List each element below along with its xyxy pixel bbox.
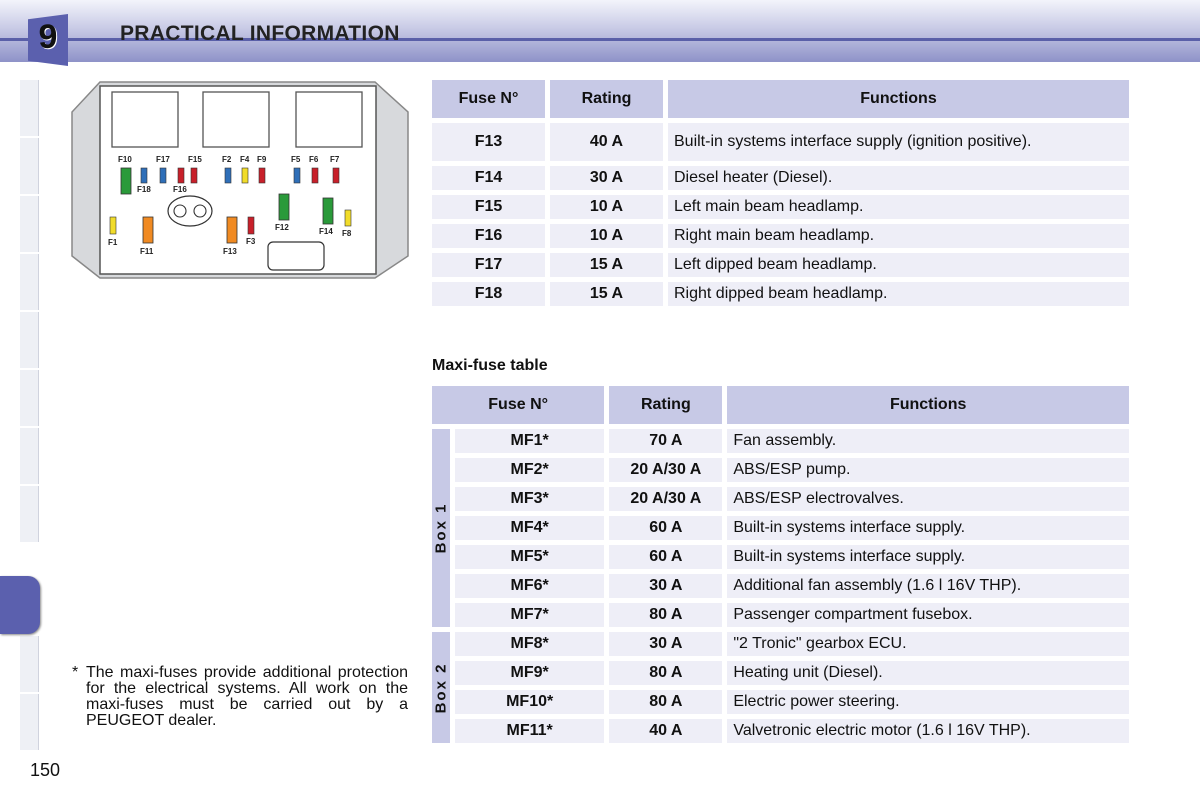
fuse-number: MF6* [455, 574, 604, 598]
rail-segment [20, 370, 39, 426]
table-row [432, 224, 1129, 248]
fuse-f11 [143, 217, 153, 243]
box-label: Box 1 [432, 502, 450, 554]
table-row [432, 661, 1129, 685]
fuse-number: MF5* [455, 545, 604, 569]
fuse-number: MF11* [455, 719, 604, 743]
fuse-number: F14 [432, 166, 545, 190]
fuse-rating: 30 A [609, 574, 722, 598]
fuse-number: MF8* [455, 632, 604, 656]
fuse-function: Left dipped beam headlamp. [668, 253, 1129, 277]
fuse-label: F9 [257, 155, 267, 164]
rail-segment [20, 312, 39, 368]
table-row [432, 719, 1129, 743]
rail-segment [20, 138, 39, 194]
fuse-f16 [178, 168, 184, 183]
col-header-fuse: Fuse N° [432, 386, 604, 424]
rail-segment [20, 254, 39, 310]
fuse-f13 [227, 217, 237, 243]
fuse-number: F17 [432, 253, 545, 277]
fuse-rating: 70 A [609, 429, 722, 453]
fuse-rating: 80 A [609, 661, 722, 685]
chapter-tab-active[interactable] [0, 576, 40, 634]
fuse-label: F15 [188, 155, 202, 164]
fuse-label: F12 [275, 223, 289, 232]
table-row [432, 516, 1129, 540]
maxi-fuse-table [427, 381, 1134, 748]
rail-segment [20, 80, 39, 136]
box-label: Box 2 [432, 662, 450, 713]
fuse-function: "2 Tronic" gearbox ECU. [727, 632, 1129, 656]
fuse-rating: 60 A [609, 516, 722, 540]
fuse-f2 [225, 168, 231, 183]
fuse-label: F1 [108, 238, 118, 247]
fuse-rating: 15 A [550, 253, 663, 277]
table-row [432, 632, 1129, 656]
col-header-functions: Functions [668, 80, 1129, 118]
fuse-function: Built-in systems interface supply. [727, 516, 1129, 540]
table-row [432, 487, 1129, 511]
fuse-f5 [294, 168, 300, 183]
fuse-rating: 30 A [550, 166, 663, 190]
fuse-label: F5 [291, 155, 301, 164]
fuse-function: Built-in systems interface supply (ignition positive). [668, 123, 1129, 161]
fuse-label: F4 [240, 155, 250, 164]
col-header-rating: Rating [609, 386, 722, 424]
fuse-rating: 10 A [550, 195, 663, 219]
table-row [432, 574, 1129, 598]
fuse-f9 [259, 168, 265, 183]
fuse-rating: 30 A [609, 632, 722, 656]
fuse-function: Fan assembly. [727, 429, 1129, 453]
fuse-label: F16 [173, 185, 187, 194]
fuse-f1 [110, 217, 116, 234]
chapter-number: 9 [38, 18, 58, 56]
rail-segment [20, 486, 39, 542]
fuse-label: F8 [342, 229, 352, 238]
fuse-label: F14 [319, 227, 333, 236]
rail-segment [20, 196, 39, 252]
fuse-number: MF1* [455, 429, 604, 453]
rail-segment [20, 636, 39, 692]
box-2-group [432, 632, 450, 743]
fuse-function: ABS/ESP pump. [727, 458, 1129, 482]
fuse-number: MF10* [455, 690, 604, 714]
fuse-number: F16 [432, 224, 545, 248]
maxi-fuse-table-title: Maxi-fuse table [432, 357, 548, 374]
fuse-function: Heating unit (Diesel). [727, 661, 1129, 685]
fuse-rating: 20 A/30 A [609, 458, 722, 482]
rail-segment [20, 428, 39, 484]
fuse-f10 [121, 168, 131, 194]
fuse-function: Additional fan assembly (1.6 l 16V THP). [727, 574, 1129, 598]
table-row [432, 458, 1129, 482]
table-row [432, 253, 1129, 277]
fuse-rating: 40 A [609, 719, 722, 743]
fuse-label: F10 [118, 155, 132, 164]
fuse-rating: 40 A [550, 123, 663, 161]
fuse-rating: 60 A [609, 545, 722, 569]
footnote-text: The maxi-fuses provide additional protection for the electrical systems. All work on the maxi-fuses must be carried out by a PEUGEOT dealer. [86, 664, 408, 729]
table-row [432, 603, 1129, 627]
page-title: PRACTICAL INFORMATION [120, 22, 400, 45]
fuse-puller-slot [268, 242, 324, 270]
col-header-functions: Functions [727, 386, 1129, 424]
fuse-function: Right dipped beam headlamp. [668, 282, 1129, 306]
fuse-label: F17 [156, 155, 170, 164]
fuse-f17 [160, 168, 166, 183]
fuse-number: F15 [432, 195, 545, 219]
table-row [432, 690, 1129, 714]
fuse-rating: 15 A [550, 282, 663, 306]
fuse-rating: 80 A [609, 603, 722, 627]
fuse-label: F13 [223, 247, 237, 256]
fuse-function: ABS/ESP electrovalves. [727, 487, 1129, 511]
footnote [72, 665, 408, 729]
table-row [432, 123, 1129, 161]
table-row [432, 282, 1129, 306]
fuse-f7 [333, 168, 339, 183]
fuse-f3 [248, 217, 254, 234]
fuse-function: Valvetronic electric motor (1.6 l 16V THP). [727, 719, 1129, 743]
fuse-number: MF2* [455, 458, 604, 482]
box-1-group [432, 429, 450, 627]
fuse-function: Diesel heater (Diesel). [668, 166, 1129, 190]
fuse-number: MF7* [455, 603, 604, 627]
fuse-box-diagram [70, 80, 410, 280]
col-header-rating: Rating [550, 80, 663, 118]
fuse-function: Passenger compartment fusebox. [727, 603, 1129, 627]
fuse-function: Built-in systems interface supply. [727, 545, 1129, 569]
table-row [432, 166, 1129, 190]
fuse-f8 [345, 210, 351, 226]
fuse-number: MF3* [455, 487, 604, 511]
fuse-f14 [323, 198, 333, 224]
fuse-f12 [279, 194, 289, 220]
fuse-f18 [141, 168, 147, 183]
page-number: 150 [30, 760, 61, 780]
fuse-number: F13 [432, 123, 545, 161]
fuse-function: Left main beam headlamp. [668, 195, 1129, 219]
col-header-fuse: Fuse N° [432, 80, 545, 118]
fuse-f15 [191, 168, 197, 183]
fuse-rating: 20 A/30 A [609, 487, 722, 511]
fuse-function: Electric power steering. [727, 690, 1129, 714]
fuse-rating: 80 A [609, 690, 722, 714]
table-row [432, 195, 1129, 219]
fuse-label: F6 [309, 155, 319, 164]
fuse-f4 [242, 168, 248, 183]
fuse-number: MF9* [455, 661, 604, 685]
table-row [432, 545, 1129, 569]
fuse-label: F3 [246, 237, 256, 246]
fuse-number: MF4* [455, 516, 604, 540]
fuse-rating: 10 A [550, 224, 663, 248]
fuse-label: F2 [222, 155, 232, 164]
fuse-number: F18 [432, 282, 545, 306]
rail-segment [20, 694, 39, 750]
table-row [432, 429, 1129, 453]
fuse-label: F7 [330, 155, 340, 164]
footnote-asterisk: * [72, 664, 79, 681]
fuse-label: F11 [140, 247, 154, 256]
fuse-f6 [312, 168, 318, 183]
fuse-table [427, 75, 1134, 311]
fuse-label: F18 [137, 185, 151, 194]
fuse-function: Right main beam headlamp. [668, 224, 1129, 248]
